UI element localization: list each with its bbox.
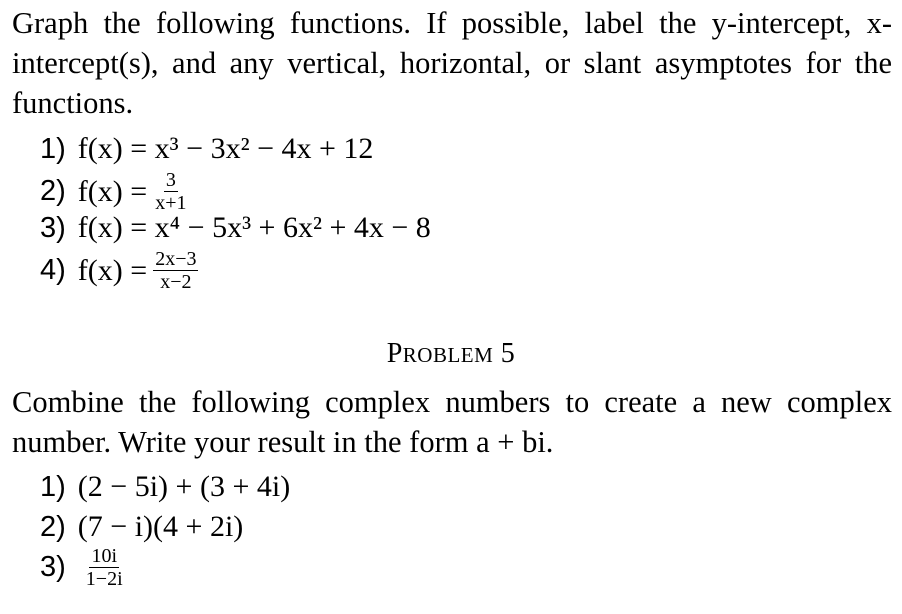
item-number: 1) (40, 470, 66, 503)
heading-number: 5 (493, 338, 516, 369)
fraction-denominator: 1−2i (85, 568, 123, 590)
heading-initial: P (386, 338, 403, 369)
list-item (40, 132, 373, 166)
list-item (40, 510, 243, 544)
heading-smallcaps: ROBLEM (402, 343, 494, 367)
graph-instructions: Graph the following functions. If possible, label the y-intercept, x-intercept(s), and any vertical, horizontal, or slant asymptotes for the functions. (12, 6, 892, 120)
list-item (40, 211, 431, 245)
complex-instructions: Combine the following complex numbers to create a new complex number. Write your result in the form a + bi. (12, 385, 892, 459)
item-number: 4) (40, 254, 66, 286)
complex-expression: (2 − 5i) + (3 + 4i) (77, 470, 291, 503)
fraction-numerator: 10i (91, 545, 117, 567)
section-heading (0, 336, 902, 373)
list-item (40, 470, 290, 504)
function-expression: f(x) = x⁴ − 5x³ + 6x² + 4x − 8 (77, 211, 431, 244)
complex-expression: (7 − i)(4 + 2i) (77, 510, 244, 543)
item-number: 3) (40, 211, 66, 244)
function-lhs: f(x) = (77, 174, 148, 208)
function-lhs: f(x) = (77, 253, 148, 287)
fraction (153, 249, 198, 292)
fraction (153, 170, 188, 213)
item-number: 3) (40, 551, 66, 583)
item-number: 2) (40, 175, 66, 207)
function-expression: f(x) = x³ − 3x² − 4x + 12 (77, 132, 374, 165)
fraction-denominator: x−2 (160, 271, 192, 293)
fraction (84, 546, 125, 589)
list-item (40, 546, 125, 589)
fraction-numerator: 3 (165, 169, 176, 191)
fraction-denominator: x+1 (155, 192, 187, 214)
list-item (40, 170, 188, 213)
item-number: 2) (40, 510, 66, 543)
fraction-numerator: 2x−3 (155, 248, 197, 270)
item-number: 1) (40, 132, 66, 165)
list-item (40, 249, 198, 292)
